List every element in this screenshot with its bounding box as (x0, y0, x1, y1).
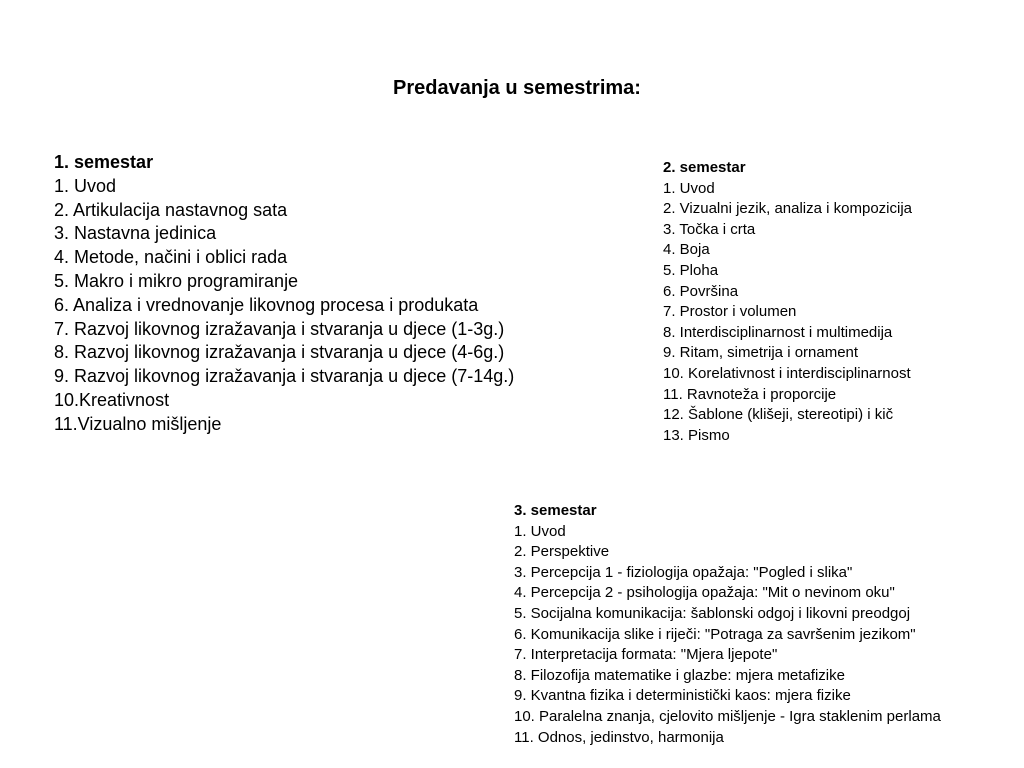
lecture-item: 4. Boja (663, 241, 710, 259)
lecture-item: 12. Šablone (klišeji, stereotipi) i kič (663, 406, 894, 424)
semester-heading: 3. semestar (514, 502, 597, 519)
lecture-item: 9. Razvoj likovnog izražavanja i stvaranja u djece (7-14g.) (54, 366, 515, 387)
lecture-item: 11. Ravnoteža i proporcije (663, 385, 837, 403)
lecture-item: 3. Percepcija 1 - fiziologija opažaja: "Pogled i slika" (514, 563, 853, 581)
lecture-item: 1. Uvod (663, 179, 715, 197)
lecture-item: 5. Ploha (663, 261, 719, 279)
page-title: Predavanja u semestrima: (393, 77, 641, 99)
semester-1-section (54, 151, 514, 437)
lecture-item: 1. Uvod (54, 175, 117, 196)
semester-heading: 2. semestar (663, 159, 746, 176)
lecture-item: 2. Artikulacija nastavnog sata (54, 199, 288, 220)
lecture-item: 3. Točka i crta (663, 220, 756, 238)
lecture-list (663, 179, 912, 447)
lecture-item: 4. Percepcija 2 - psihologija opažaja: "Mit o nevinom oku" (514, 584, 895, 602)
lecture-item: 7. Razvoj likovnog izražavanja i stvaranja u djece (1-3g.) (54, 318, 505, 339)
lecture-item: 7. Interpretacija formata: "Mjera ljepote" (514, 646, 778, 664)
lecture-item: 10. Korelativnost i interdisciplinarnost (663, 364, 911, 382)
semester-2-section (663, 158, 912, 446)
lecture-item: 13. Pismo (663, 426, 730, 444)
lecture-item: 10. Paralelna znanja, cjelovito mišljenje - Igra staklenim perlama (514, 707, 941, 725)
lecture-item: 8. Filozofija matematike i glazbe: mjera metafizike (514, 666, 845, 684)
semester-heading: 1. semestar (54, 152, 154, 172)
lecture-item: 7. Prostor i volumen (663, 303, 797, 321)
lecture-item: 5. Socijalna komunikacija: šablonski odgoj i likovni preodgoj (514, 604, 911, 622)
lecture-list (514, 522, 941, 749)
lecture-item: 9. Ritam, simetrija i ornament (663, 344, 859, 362)
lecture-item: 6. Analiza i vrednovanje likovnog procesa i produkata (54, 294, 479, 315)
lecture-item: 6. Komunikacija slike i riječi: "Potraga za savršenim jezikom" (514, 625, 916, 643)
lecture-item: 11. Odnos, jedinstvo, harmonija (514, 728, 724, 746)
lecture-item: 2. Vizualni jezik, analiza i kompozicija (663, 200, 913, 218)
lecture-item: 4. Metode, načini i oblici rada (54, 247, 288, 268)
lecture-item: 8. Razvoj likovnog izražavanja i stvaranja u djece (4-6g.) (54, 342, 505, 363)
lecture-item: 9. Kvantna fizika i deterministički kaos: mjera fizike (514, 687, 851, 705)
semester-3-section (514, 501, 941, 748)
lecture-item: 8. Interdisciplinarnost i multimedija (663, 323, 893, 341)
lecture-item: 11.Vizualno mišljenje (54, 413, 222, 434)
lecture-item: 6. Površina (663, 282, 739, 300)
lecture-item: 3. Nastavna jedinica (54, 223, 217, 244)
lecture-item: 2. Perspektive (514, 543, 610, 561)
lecture-item: 5. Makro i mikro programiranje (54, 270, 299, 291)
lecture-item: 1. Uvod (514, 522, 566, 540)
lecture-list (54, 175, 514, 437)
lecture-item: 10.Kreativnost (54, 389, 170, 410)
